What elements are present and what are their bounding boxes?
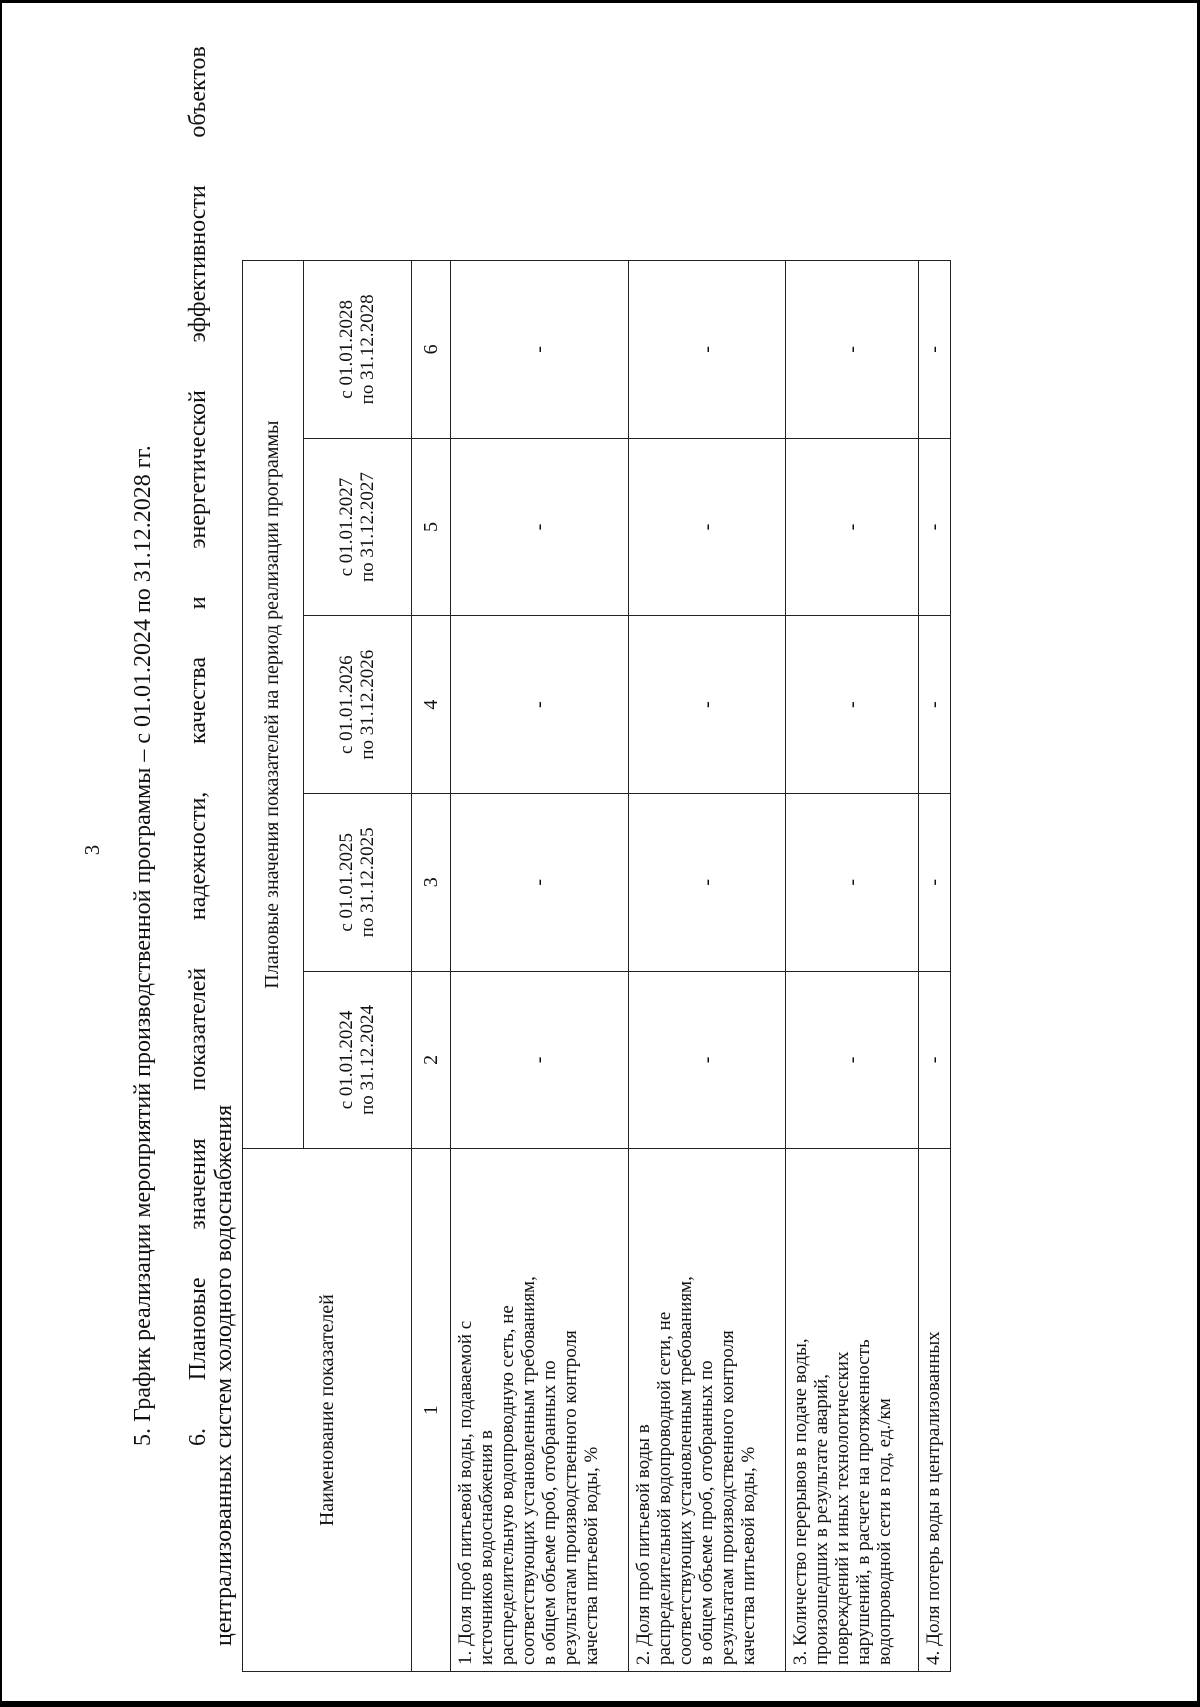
table-row (629, 261, 786, 1672)
indicator-value: - (451, 616, 629, 794)
indicator-value: - (629, 261, 786, 439)
period-header: с 01.01.2026 по 31.12.2026 (303, 616, 411, 794)
indicator-name: 2. Доля проб питьевой воды в распределительной водопроводной сети, не соответствующих установленным требованиям, в общем объеме проб, отобранных по результатам производственного контроля качества питьевой воды, % (629, 1149, 786, 1672)
name-column-header: Наименование показателей (243, 1149, 412, 1672)
scan-edge-top (0, 0, 1200, 3)
indicators-table (242, 260, 951, 1672)
indicator-name: 3. Количество перерывов в подаче воды, произошедших в результате аварий, повреждений и иных технологических нарушений, в расчете на протяженность водопроводной сети в год, ед./км (786, 1149, 919, 1672)
header-row-1 (243, 261, 304, 1672)
title-word: качества (185, 656, 211, 745)
indicator-value: - (919, 438, 951, 616)
indicator-value: - (919, 261, 951, 439)
rotated-document-page (80, 20, 1100, 1690)
indicator-value: - (451, 438, 629, 616)
period-header: с 01.01.2027 по 31.12.2027 (303, 438, 411, 616)
scan-edge-bottom (0, 1701, 1200, 1707)
indicator-value: - (451, 261, 629, 439)
indicator-value: - (451, 793, 629, 971)
indicator-value: - (786, 261, 919, 439)
title-word: энергетической (185, 390, 211, 549)
indicator-name: 4. Доля потерь воды в централизованных (919, 1149, 951, 1672)
column-number: 5 (412, 438, 451, 616)
period-header: с 01.01.2028 по 31.12.2028 (303, 261, 411, 439)
title-word: 6. (185, 1428, 211, 1446)
table-row (451, 261, 629, 1672)
indicator-value: - (786, 971, 919, 1149)
indicator-value: - (629, 616, 786, 794)
title-word: эффективности (185, 185, 211, 343)
column-number-row (412, 261, 451, 1672)
section-5-title: 5. График реализации мероприятий производственной программы – с 01.01.2024 по 31.12.2028 гг. (130, 445, 156, 1446)
title-word: показателей (185, 967, 211, 1091)
indicator-value: - (451, 971, 629, 1149)
indicator-value: - (629, 438, 786, 616)
section-6-title-line2: централизованных систем холодного водоснабжения (211, 1104, 237, 1646)
period-header: с 01.01.2024 по 31.12.2024 (303, 971, 411, 1149)
scan-edge-left (0, 0, 2, 1707)
indicator-value: - (919, 616, 951, 794)
table-row (919, 261, 951, 1672)
indicator-value: - (919, 971, 951, 1149)
period-header: с 01.01.2025 по 31.12.2025 (303, 793, 411, 971)
title-word: Плановые (185, 1277, 211, 1381)
indicator-name: 1. Доля проб питьевой воды, подаваемой с источников водоснабжения в распределительную водопроводную сеть, не соответствующих установленным требованиям, в общем объеме проб, отобранных по результатам производственного контроля качества питьевой воды, % (451, 1149, 629, 1672)
title-word: надежности, (185, 791, 211, 921)
section-6-title-line1 (185, 46, 211, 1446)
indicator-value: - (786, 438, 919, 616)
title-word: и (185, 596, 211, 610)
column-number: 4 (412, 616, 451, 794)
indicator-value: - (786, 793, 919, 971)
page-number: 3 (80, 844, 104, 856)
indicator-value: - (786, 616, 919, 794)
indicator-value: - (629, 793, 786, 971)
indicator-value: - (919, 793, 951, 971)
indicator-value: - (629, 971, 786, 1149)
section-6-title (185, 46, 237, 1646)
column-number: 3 (412, 793, 451, 971)
title-word: значения (185, 1138, 211, 1230)
planned-values-header: Плановые значения показателей на период реализации программы (243, 261, 304, 1149)
column-number: 6 (412, 261, 451, 439)
table-row (786, 261, 919, 1672)
title-word: объектов (185, 46, 211, 138)
column-number: 2 (412, 971, 451, 1149)
column-number: 1 (412, 1149, 451, 1672)
